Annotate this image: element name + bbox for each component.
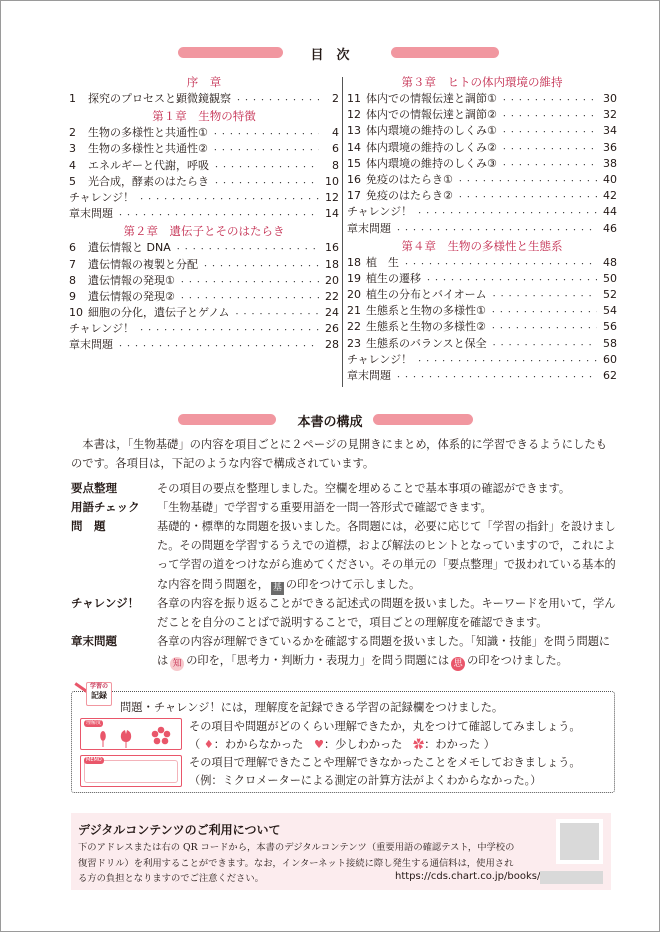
leader-dots xyxy=(490,303,597,319)
toc-entry-title: 生態系のバランスと保全 xyxy=(366,336,487,350)
toc-entry-number: 8 xyxy=(69,273,76,287)
toc-entry-number: 1 xyxy=(69,92,76,105)
def-term: チャレンジ！ xyxy=(71,596,140,610)
leader-dots xyxy=(179,273,319,289)
toc-header xyxy=(1,44,659,63)
leader-dots xyxy=(138,190,319,206)
record-line1: その項目や問題がどのくらい理解できたか，丸をつけて確認してみましょう。 xyxy=(189,720,581,733)
toc-entry-page: 60 xyxy=(603,352,617,366)
toc-entry[interactable] xyxy=(347,172,617,188)
leader-dots xyxy=(175,240,319,256)
toc-entry-page: 2 xyxy=(332,92,339,105)
toc-entry-page: 36 xyxy=(603,140,617,154)
chishiki-badge: 知 xyxy=(170,657,184,671)
kiso-badge: 基 xyxy=(272,582,282,593)
bud-icon xyxy=(100,731,106,747)
toc-entry-number: 17 xyxy=(347,189,361,203)
toc-entry[interactable] xyxy=(69,141,339,157)
header-bar-right xyxy=(391,47,499,58)
shikou-badge: 思 xyxy=(451,657,465,671)
toc-entry[interactable] xyxy=(69,125,339,141)
understanding-box xyxy=(80,718,182,750)
tulip-icon xyxy=(121,730,131,748)
toc-entry[interactable] xyxy=(347,91,617,107)
leader-dots xyxy=(138,321,319,337)
toc-entry[interactable] xyxy=(69,240,339,256)
def-term: 章末問題 xyxy=(71,634,117,648)
toc-entry[interactable] xyxy=(347,221,617,237)
toc-entry-title: 章末問題 xyxy=(347,221,391,235)
toc-entry-number: 2 xyxy=(69,126,76,140)
chapter-heading: 第４章 生物の多様性と生態系 xyxy=(401,238,563,253)
toc-entry-page: 26 xyxy=(325,322,339,336)
toc-entry-page: 20 xyxy=(325,273,339,287)
toc-entry[interactable] xyxy=(347,287,617,303)
def-desc xyxy=(157,517,616,595)
toc-entry-title: 植 生 xyxy=(366,255,399,269)
toc-entry[interactable] xyxy=(347,352,617,368)
def-term: 問 題 xyxy=(71,519,106,533)
toc-entry-number: 20 xyxy=(347,288,361,302)
digital-contents-panel xyxy=(71,813,611,890)
toc-entry-page: 8 xyxy=(332,158,339,172)
memo-box xyxy=(80,755,182,787)
toc-entry-title: チャレンジ！ xyxy=(69,322,135,336)
bud-icon: ♦ xyxy=(203,738,214,751)
toc-entry-title: エネルギーと代謝，呼吸 xyxy=(88,158,209,172)
toc-entry-page: 12 xyxy=(325,190,339,204)
chapter-heading: 第２章 遺伝子とそのはたらき xyxy=(123,224,285,239)
digital-title: デジタルコンテンツのご利用について xyxy=(78,823,281,837)
leader-dots xyxy=(425,271,597,287)
toc-entry-page: 32 xyxy=(603,108,617,122)
toc-entry-title: チャレンジ！ xyxy=(69,190,135,204)
qr-code-image xyxy=(560,823,599,860)
toc-entry[interactable] xyxy=(347,204,617,220)
toc-divider xyxy=(342,77,343,387)
toc-entry-page: 34 xyxy=(603,124,617,138)
toc-entry-number: 18 xyxy=(347,255,361,269)
toc-entry[interactable] xyxy=(347,123,617,139)
leader-dots xyxy=(213,158,319,174)
leader-dots xyxy=(179,289,319,305)
leader-dots xyxy=(457,172,597,188)
leader-dots xyxy=(501,107,597,123)
record-tag-big: 記録 xyxy=(91,691,107,700)
toc-entry-title: 章末問題 xyxy=(69,207,113,221)
toc-entry-page: 30 xyxy=(603,92,617,105)
toc-entry[interactable] xyxy=(347,255,617,271)
toc-entry[interactable] xyxy=(69,305,339,321)
toc-entry[interactable] xyxy=(347,336,617,352)
sakura-icon xyxy=(152,727,171,745)
toc-entry-title: 細胞の分化，遺伝子とゲノム xyxy=(88,306,230,320)
def-desc-c: の印をつけました。 xyxy=(467,654,568,668)
toc-left-column xyxy=(69,73,339,354)
leader-dots xyxy=(501,123,597,139)
leader-dots xyxy=(117,337,319,353)
leader-dots xyxy=(233,305,319,321)
toc-entry-number: 21 xyxy=(347,304,361,318)
def-desc-b: の印をつけて示しました。 xyxy=(285,577,421,591)
leader-dots xyxy=(235,91,319,107)
toc-entry-number: 15 xyxy=(347,156,361,170)
toc-entry-number: 23 xyxy=(347,336,361,350)
toc-right-column xyxy=(347,73,617,384)
legend-close: ） xyxy=(483,738,495,751)
leader-dots xyxy=(501,140,597,156)
toc-entry-number: 19 xyxy=(347,271,361,285)
leader-dots xyxy=(490,319,597,335)
toc-entry-title: 生態系と生物の多様性① xyxy=(366,304,486,318)
leader-dots xyxy=(213,174,319,190)
def-challenge xyxy=(71,594,616,632)
toc-entry-page: 62 xyxy=(603,369,617,382)
toc-entry-page: 38 xyxy=(603,156,617,170)
toc-entry-number: 6 xyxy=(69,241,76,255)
toc-entry-title: 体内環境の維持のしくみ① xyxy=(366,124,497,138)
leader-dots xyxy=(501,91,597,107)
toc-entry[interactable] xyxy=(69,273,339,289)
toc-entry-title: 光合成，酵素のはたらき xyxy=(88,174,209,188)
toc-entry[interactable] xyxy=(69,289,339,305)
toc-entry[interactable] xyxy=(347,188,617,204)
toc-entry[interactable] xyxy=(69,337,339,353)
leader-dots xyxy=(491,336,597,352)
toc-entry-page: 10 xyxy=(325,174,339,188)
legend-l2: ：少しわかった xyxy=(324,738,403,751)
toc-entry-title: 体内での情報伝達と調節① xyxy=(366,92,497,105)
toc-entry-title: チャレンジ！ xyxy=(347,352,413,366)
toc-entry-number: 12 xyxy=(347,108,361,122)
toc-entry-title: 体内環境の維持のしくみ③ xyxy=(366,156,497,170)
legend-open: （ xyxy=(189,738,201,751)
toc-entry-number: 7 xyxy=(69,257,76,271)
leader-dots xyxy=(117,206,319,222)
toc-entry-page: 42 xyxy=(603,189,617,203)
leader-dots xyxy=(501,156,597,172)
toc-entry-page: 24 xyxy=(325,306,339,320)
toc-entry[interactable] xyxy=(347,140,617,156)
leader-dots xyxy=(416,352,597,368)
def-desc: 「生物基礎」で学習する重要用語を一問一答形式で確認できます。 xyxy=(157,501,492,514)
toc-entry-page: 58 xyxy=(603,336,617,350)
toc-entry-title: 免疫のはたらき① xyxy=(366,172,453,186)
structure-intro: 本書は，「生物基礎」の内容を項目ごとに２ページの見開きにまとめ，体系的に学習できるようにしたものです。各項目は，下記のような内容で構成されています。 xyxy=(71,438,607,470)
record-line4: （例：ミクロメーターによる測定の計算方法がよくわからなかった。） xyxy=(189,774,542,787)
toc-entry-page: 22 xyxy=(325,289,339,303)
toc-entry-title: 体内での情報伝達と調節② xyxy=(366,108,497,122)
toc-entry[interactable] xyxy=(69,257,339,273)
url-redaction xyxy=(540,871,603,884)
toc-entry-title: 遺伝情報の発現① xyxy=(88,273,175,287)
def-desc: 各章の内容を振り返ることができる記述式の問題を扱いました。キーワードを用いて，学んだことを自分のことばで説明することで，項目ごとの理解度を確認できます。 xyxy=(157,597,616,630)
toc-entry-page: 18 xyxy=(325,257,339,271)
digital-body: 下のアドレスまたは右の QR コードから，本書のデジタルコンテンツ（重要用語の確認テスト，中学校の復習ドリル）を利用することができます。なお，インターネット接続に際し発生する通信料は，使用される方の負担となりますのでご注意ください。 xyxy=(78,842,515,884)
chapter-heading: 第３章 ヒトの体内環境の維持 xyxy=(401,75,563,89)
legend-l3: ：わかった xyxy=(424,738,481,751)
def-mondai xyxy=(71,517,616,595)
toc-entry[interactable] xyxy=(69,174,339,190)
toc-entry-page: 48 xyxy=(603,255,617,269)
toc-entry-title: 章末問題 xyxy=(69,338,113,352)
toc-entry-page: 54 xyxy=(603,304,617,318)
toc-entry-page: 50 xyxy=(603,271,617,285)
legend-l1: ：わからなかった xyxy=(213,738,304,751)
toc-entry-page: 16 xyxy=(325,241,339,255)
toc-entry-page: 6 xyxy=(332,142,339,156)
digital-url[interactable]: https://cds.chart.co.jp/books/ xyxy=(395,871,541,882)
toc-entry[interactable] xyxy=(347,271,617,287)
chapter-heading: 第１章 生物の特徴 xyxy=(152,109,256,124)
leader-dots xyxy=(491,287,597,303)
toc-entry-page: 44 xyxy=(603,205,617,219)
toc-title: 目 次 xyxy=(310,48,350,63)
toc-entry-number: 5 xyxy=(69,174,76,188)
toc-entry-number: 11 xyxy=(347,92,361,105)
record-head: 問題・チャレンジ！には，理解度を記録できる学習の記録欄をつけました。 xyxy=(120,701,504,714)
toc-entry-number: 22 xyxy=(347,320,361,334)
toc-entry-number: 13 xyxy=(347,124,361,138)
toc-entry-page: 4 xyxy=(332,126,339,140)
toc-entry-title: 遺伝情報と DNA xyxy=(88,241,171,255)
toc-entry-title: 章末問題 xyxy=(347,369,391,382)
def-desc-a: 基礎的・標準的な問題を扱いました。各問題には，必要に応じて「学習の指針」を設けました。その問題を学習するうえでの道標，および解法のヒントとなっていますので，これによって学習の道をつけながら進めてください。その単元の「要点整理」で扱われている基本的な内容を問う問題を， xyxy=(157,520,616,591)
toc-entry[interactable] xyxy=(69,321,339,337)
toc-entry[interactable] xyxy=(69,190,339,206)
toc-entry-page: 28 xyxy=(325,338,339,352)
leader-dots xyxy=(202,257,319,273)
leader-dots xyxy=(212,125,319,141)
toc-entry-title: 遺伝情報の複製と分配 xyxy=(88,257,198,271)
toc-entry[interactable] xyxy=(69,206,339,222)
toc-entry-number: 4 xyxy=(69,158,76,172)
toc-entry-title: 免疫のはたらき② xyxy=(366,189,453,203)
toc-entry[interactable] xyxy=(347,368,617,384)
toc-entry-page: 56 xyxy=(603,320,617,334)
def-shoumatsu xyxy=(71,632,616,671)
toc-entry-title: 植生の遷移 xyxy=(366,271,421,285)
structure-header xyxy=(1,411,659,430)
chapter-heading: 序 章 xyxy=(186,75,222,89)
leader-dots xyxy=(395,368,597,384)
toc-entry-number: 9 xyxy=(69,289,76,303)
learning-record-box xyxy=(71,683,615,793)
toc-entry-title: 生態系と生物の多様性② xyxy=(366,320,486,334)
record-legend xyxy=(189,736,495,754)
toc-entry-title: 体内環境の維持のしくみ② xyxy=(366,140,497,154)
header-bar-right xyxy=(373,414,473,425)
leader-dots xyxy=(395,221,597,237)
understanding-icons xyxy=(81,719,181,749)
structure-title: 本書の構成 xyxy=(297,415,363,430)
toc-entry[interactable] xyxy=(69,91,339,107)
sakura-icon: ✿ xyxy=(413,738,425,751)
def-desc-a: 各章の内容が理解できているかを確認する問題を扱いました。「知識・技能」を問う問題には xyxy=(157,635,611,668)
tulip-icon: ♥ xyxy=(313,738,325,751)
toc-entry[interactable] xyxy=(347,107,617,123)
def-desc-b: の印を，「思考力・判断力・表現力」を問う問題には xyxy=(186,654,450,668)
toc-entry-title: チャレンジ！ xyxy=(347,205,413,219)
def-desc xyxy=(157,632,616,671)
toc-entry[interactable] xyxy=(69,158,339,174)
toc-entry-page: 46 xyxy=(603,221,617,235)
toc-entry[interactable] xyxy=(347,319,617,335)
record-line3: その項目で理解できたことや理解できなかったことをメモしておきましょう。 xyxy=(189,756,581,769)
def-youten xyxy=(71,479,616,498)
toc-entry[interactable] xyxy=(347,156,617,172)
record-tag-icon xyxy=(86,682,112,706)
toc-entry-title: 生物の多様性と共通性② xyxy=(88,142,208,156)
toc-entry-page: 40 xyxy=(603,172,617,186)
toc-entry-title: 生物の多様性と共通性① xyxy=(88,126,208,140)
toc-entry-page: 14 xyxy=(325,207,339,221)
def-yougo xyxy=(71,498,616,517)
def-term: 用語チェック xyxy=(71,500,140,514)
toc-entry-number: 14 xyxy=(347,140,361,154)
leader-dots xyxy=(457,188,597,204)
memo-label: MEMO xyxy=(86,757,102,763)
toc-entry-title: 探究のプロセスと顕微鏡観察 xyxy=(88,92,231,105)
record-tag-small: 学習の xyxy=(89,683,108,690)
def-term: 要点整理 xyxy=(71,481,117,495)
toc-entry[interactable] xyxy=(347,303,617,319)
toc-entry-number: 3 xyxy=(69,142,76,156)
toc-entry-number: 16 xyxy=(347,172,361,186)
understanding-label: 理解度 xyxy=(86,720,102,726)
def-desc: その項目の要点を整理しました。空欄を埋めることで基本事項の確認ができます。 xyxy=(157,482,571,495)
toc-entry-title: 遺伝情報の発現② xyxy=(88,289,175,303)
leader-dots xyxy=(212,141,319,157)
qr-code-placeholder[interactable] xyxy=(556,819,603,864)
leader-dots xyxy=(416,204,597,220)
leader-dots xyxy=(403,255,597,271)
toc-entry-number: 10 xyxy=(69,306,83,320)
toc-entry-title: 植生の分布とバイオーム xyxy=(366,288,487,302)
toc-entry-page: 52 xyxy=(603,288,617,302)
